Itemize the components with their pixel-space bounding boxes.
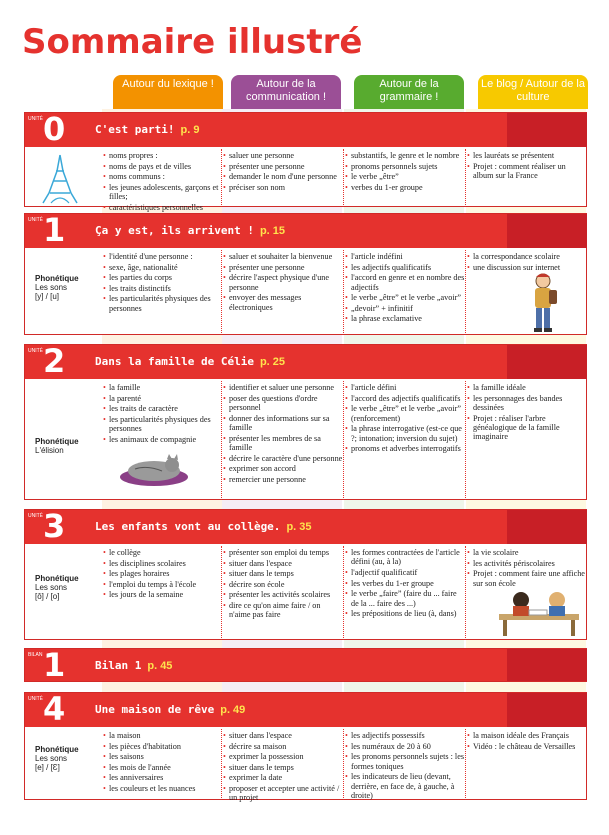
unit-side-label: UNITÉ (28, 696, 43, 702)
list-item: • „devoir” + infinitif (345, 304, 465, 313)
list-item: • les particularités physiques des personnes (103, 415, 221, 434)
cat-on-cushion-illustration (117, 447, 191, 487)
eiffel-tower-illustration (35, 153, 85, 205)
list-item: • les personnages des bandes dessinées (467, 394, 585, 413)
communication-list (223, 252, 343, 313)
list-item: • situer dans l'espace (223, 731, 343, 740)
list-item: • les adjectifs possessifs (345, 731, 465, 740)
grammaire-list (345, 731, 465, 802)
lexique-list (103, 252, 221, 314)
list-item: • décrire le caractère d'une personne (223, 454, 343, 463)
list-item: • le collège (103, 548, 221, 557)
unit-number: 3 (43, 507, 66, 545)
list-item: • présenter les membres de sa famille (223, 434, 343, 453)
list-item: • le verbe „être” (345, 172, 465, 181)
unit-3 (24, 509, 587, 640)
unit-header (25, 211, 586, 249)
list-item: • l'accord en genre et en nombre des adjectifs (345, 273, 465, 292)
list-item: • présenter son emploi du temps (223, 548, 343, 557)
list-item: • préciser son nom (223, 183, 343, 192)
list-item: • noms propres : (103, 151, 221, 160)
list-item: • Projet : réaliser l'arbre généalogique de la famille imaginaire (467, 414, 585, 442)
unit-title: Dans la famille de Célie p. 25 (95, 355, 286, 368)
unit-header (25, 507, 586, 545)
list-item: • Projet : comment faire une affiche sur son école (467, 569, 585, 588)
list-item: • l'emploi du temps à l'école (103, 580, 221, 589)
communication-list (223, 383, 343, 485)
list-item: • les couleurs et les nuances (103, 784, 221, 793)
unit-title: C'est parti! p. 9 (95, 123, 200, 136)
blog-list (467, 252, 585, 273)
list-item: • décrire l'aspect physique d'une personne (223, 273, 343, 292)
list-item: • la famille idéale (467, 383, 585, 392)
list-item: • donner des informations sur sa famille (223, 414, 343, 433)
unit-side-label: UNITÉ (28, 348, 43, 354)
list-item: • situer dans l'espace (223, 559, 343, 568)
list-item: • les parties du corps (103, 273, 221, 282)
communication-list (223, 731, 343, 804)
unit-header (25, 342, 586, 380)
list-item: • les pronoms personnels sujets : les formes toniques (345, 752, 465, 771)
list-item: • présenter les activités scolaires (223, 590, 343, 599)
list-item: • les indicateurs de lieu (devant, derrière, en face de, à gauche, à droite) (345, 772, 465, 800)
list-item: • le verbe „être” et le verbe „avoir” (345, 293, 465, 302)
unit-title: Une maison de rêve p. 49 (95, 703, 246, 716)
lexique-list (103, 383, 221, 445)
list-item: • caractéristiques personnelles (103, 203, 221, 212)
list-item: • exprimer son accord (223, 464, 343, 473)
list-item: • poser des questions d'ordre personnel (223, 394, 343, 413)
list-item: • noms de pays et de villes (103, 162, 221, 171)
unit-number: 2 (43, 342, 66, 380)
list-item: • les jeunes adolescents, garçons et filles; (103, 183, 221, 202)
list-item: • l'identité d'une personne : (103, 252, 221, 261)
list-item: • décrire son école (223, 580, 343, 589)
list-item: • les saisons (103, 752, 221, 761)
list-item: • les traits distinctifs (103, 284, 221, 293)
list-item: • substantifs, le genre et le nombre (345, 151, 465, 160)
bilan-side-label: BILAN (28, 652, 43, 658)
list-item: • les prépositions de lieu (à, dans) (345, 609, 465, 618)
column-header-blog: Le blog / Autour de la culture (478, 75, 588, 109)
list-item: • les pièces d'habitation (103, 742, 221, 751)
page-title: Sommaire illustré (22, 22, 363, 62)
unit-page: p. 35 (286, 521, 312, 533)
unit-number: 1 (43, 211, 66, 249)
bilan-title: Bilan 1 p. 45 (95, 659, 173, 672)
students-at-desk-illustration (495, 588, 583, 638)
column-header-grammaire: Autour de la grammaire ! (354, 75, 464, 109)
blog-list (467, 548, 585, 589)
list-item: • envoyer des messages électroniques (223, 293, 343, 312)
lexique-list (103, 151, 221, 213)
list-item: • les animaux de compagnie (103, 435, 221, 444)
list-item: • présenter une personne (223, 162, 343, 171)
list-item: • la vie scolaire (467, 548, 585, 557)
list-item: • verbes du 1-er groupe (345, 183, 465, 192)
unit-page: p. 25 (259, 356, 286, 368)
unit-1 (24, 213, 587, 335)
list-item: • l'accord des adjectifs qualificatifs (345, 394, 465, 403)
list-item: • décrire sa maison (223, 742, 343, 751)
unit-page: p. 49 (220, 704, 246, 716)
communication-list (223, 548, 343, 621)
list-item: • saluer une personne (223, 151, 343, 160)
bilan-page: p. 45 (147, 660, 173, 672)
list-item: • la maison (103, 731, 221, 740)
lexique-list (103, 548, 221, 601)
grammaire-list (345, 252, 465, 325)
phonetique-box: Phonétique Les sons [ô] / [o] (35, 574, 79, 601)
unit-0 (24, 110, 587, 212)
phonetique-box: Phonétique Les sons [e] / [Ɛ] (35, 745, 79, 772)
list-item: • les jours de la semaine (103, 590, 221, 599)
phonetique-box: Phonétique L'élision (35, 437, 79, 455)
unit-2 (24, 344, 587, 500)
list-item: • les plages horaires (103, 569, 221, 578)
list-item: • les mois de l'année (103, 763, 221, 772)
list-item: • l'article défini (345, 383, 465, 392)
list-item: • la parenté (103, 394, 221, 403)
list-item: • les numéraux de 20 à 60 (345, 742, 465, 751)
list-item: • les particularités physiques des personnes (103, 294, 221, 313)
unit-number: 0 (43, 110, 66, 148)
list-item: • Vidéo : le château de Versailles (467, 742, 585, 751)
blog-list (467, 151, 585, 182)
unit-side-label: UNITÉ (28, 217, 43, 223)
unit-number: 4 (43, 690, 66, 728)
list-item: • l'adjectif qualificatif (345, 568, 465, 577)
list-item: • la correspondance scolaire (467, 252, 585, 261)
blog-list (467, 383, 585, 443)
list-item: • le verbe „être” et le verbe „avoir” (renforcement) (345, 404, 465, 423)
list-item: • sexe, âge, nationalité (103, 263, 221, 272)
list-item: • identifier et saluer une personne (223, 383, 343, 392)
phonetique-box: Phonétique Les sons [y] / [u] (35, 274, 79, 301)
list-item: • les formes contractées de l'article défini (au, à la) (345, 548, 465, 567)
unit-title: Ça y est, ils arrivent ! p. 15 (95, 224, 286, 237)
blog-list (467, 731, 585, 752)
list-item: • dire ce qu'on aime faire / on n'aime pas faire (223, 601, 343, 620)
grammaire-list (345, 548, 465, 620)
list-item: • remercier une personne (223, 475, 343, 484)
list-item: • situer dans le temps (223, 569, 343, 578)
column-header-communication: Autour de la communication ! (231, 75, 341, 109)
bilan-1 (24, 648, 587, 682)
list-item: • les traits de caractère (103, 404, 221, 413)
list-item: • situer dans le temps (223, 763, 343, 772)
unit-page: p. 15 (259, 225, 286, 237)
list-item: • les lauréats se présentent (467, 151, 585, 160)
list-item: • les activités périscolaires (467, 559, 585, 568)
unit-side-label: UNITÉ (28, 116, 43, 122)
list-item: • la famille (103, 383, 221, 392)
unit-title: Les enfants vont au collège. p. 35 (95, 520, 312, 533)
list-item: • proposer et accepter une activité / un projet (223, 784, 343, 803)
list-item: • Projet : comment réaliser un album sur la France (467, 162, 585, 181)
unit-header (25, 690, 586, 728)
unit-side-label: UNITÉ (28, 513, 43, 519)
list-item: • les disciplines scolaires (103, 559, 221, 568)
list-item: • la phrase exclamative (345, 314, 465, 323)
list-item: • les adjectifs qualificatifs (345, 263, 465, 272)
boy-with-backpack-illustration (523, 272, 563, 334)
unit-page: p. 9 (180, 124, 200, 136)
grammaire-list (345, 383, 465, 455)
bilan-number: 1 (43, 646, 66, 684)
list-item: • les verbes du 1-er groupe (345, 579, 465, 588)
list-item: • demander le nom d'une personne (223, 172, 343, 181)
unit-header (25, 110, 586, 148)
list-item: • exprimer la date (223, 773, 343, 782)
bilan-header (25, 646, 586, 684)
list-item: • saluer et souhaiter la bienvenue (223, 252, 343, 261)
list-item: • la phrase interrogative (est-ce que ?; intonation; inversion du sujet) (345, 424, 465, 443)
unit-4 (24, 690, 587, 803)
list-item: • noms communs : (103, 172, 221, 181)
list-item: • pronoms personnels sujets (345, 162, 465, 171)
list-item: • pronoms et adverbes interrogatifs (345, 444, 465, 453)
list-item: • les anniversaires (103, 773, 221, 782)
list-item: • la maison idéale des Français (467, 731, 585, 740)
list-item: • une discussion sur internet (467, 263, 585, 272)
communication-list (223, 151, 343, 193)
lexique-list (103, 731, 221, 795)
list-item: • présenter une personne (223, 263, 343, 272)
list-item: • le verbe „faire” (faire du ... faire de la ... faire des ...) (345, 589, 465, 608)
grammaire-list (345, 151, 465, 193)
list-item: • exprimer la possession (223, 752, 343, 761)
column-header-lexique: Autour du lexique ! (113, 75, 223, 109)
list-item: • l'article indéfini (345, 252, 465, 261)
